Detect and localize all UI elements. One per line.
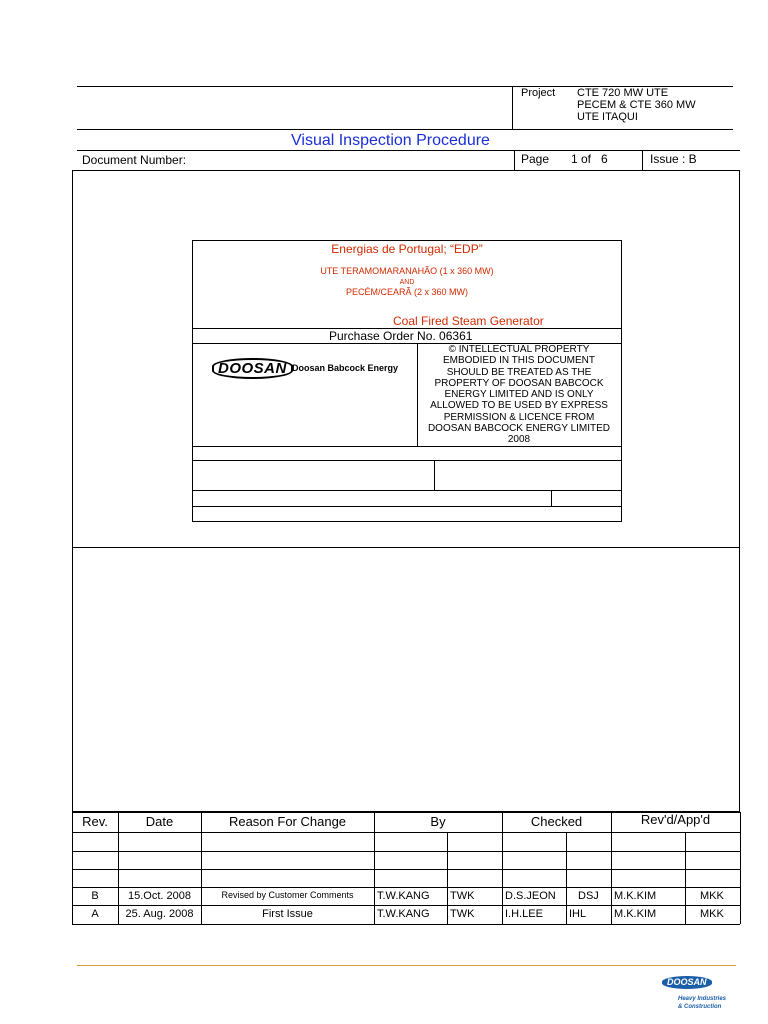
rev-cell: B [91, 890, 99, 902]
page-label: Page [521, 152, 550, 166]
project-line-3: UTE ITAQUI [577, 111, 638, 123]
approved-initials-cell: MKK [700, 890, 724, 902]
col-header-rev: Rev. [82, 814, 108, 829]
intellectual-property-notice [419, 344, 619, 446]
footer-logo-tagline-2: & Construction [678, 1004, 722, 1010]
approved-initials-cell: MKK [700, 908, 724, 920]
by-initials-cell: TWK [450, 890, 475, 902]
ip-line: ENERGY LIMITED AND IS ONLY [444, 389, 594, 401]
footer-logo-tagline-1: Heavy Industries [678, 996, 727, 1002]
col-header-by: By [430, 814, 446, 829]
by-cell: T.W.KANG [377, 908, 430, 920]
subject: Coal Fired Steam Generator [393, 314, 544, 328]
project-line-1: CTE 720 MW UTE [577, 87, 669, 99]
checked-initials-cell: DSJ [578, 890, 599, 902]
doosan-logo-word: DOOSAN [212, 358, 293, 379]
footer-rule [77, 965, 736, 966]
col-header-checked: Checked [530, 814, 583, 829]
site-and: AND [399, 279, 415, 286]
col-header-date: Date [145, 814, 174, 829]
site-1: UTE TERAMOMARANAHÃO (1 x 360 MW) [320, 266, 494, 276]
ip-line: EMBODIED IN THIS DOCUMENT [442, 355, 596, 367]
client-name: Energias de Portugal; “EDP” [331, 242, 483, 256]
reason-cell: Revised by Customer Comments [221, 890, 354, 900]
project-label: Project [521, 87, 556, 99]
document-number-label: Document Number: [82, 153, 187, 167]
approved-cell: M.K.KIM [614, 890, 657, 902]
document-title: Visual Inspection Procedure [291, 132, 490, 149]
ip-line: 2008 [507, 434, 531, 446]
reason-cell: First Issue [262, 908, 313, 920]
ip-line: © INTELLECTUAL PROPERTY [448, 344, 590, 355]
doosan-babcock-logo [212, 352, 402, 382]
ip-line: DOOSAN BABCOCK ENERGY LIMITED [427, 423, 611, 435]
ip-line: PROPERTY OF DOOSAN BABCOCK [434, 377, 604, 389]
frame-divider [72, 547, 740, 548]
footer-logo-badge: DOOSAN [662, 976, 712, 989]
page-value: 1 of 6 [571, 152, 608, 166]
by-initials-cell: TWK [450, 908, 475, 920]
checked-initials-cell: IHL [569, 908, 587, 920]
date-cell: 15.Oct. 2008 [128, 890, 191, 902]
checked-cell: D.S.JEON [505, 890, 556, 902]
checked-cell: I.H.LEE [505, 908, 543, 920]
ip-line: PERMISSION & LICENCE FROM [443, 411, 595, 423]
date-cell: 25. Aug. 2008 [125, 908, 194, 920]
ip-line: ALLOWED TO BE USED BY EXPRESS [430, 400, 608, 412]
project-line-2: PECEM & CTE 360 MW [577, 99, 696, 111]
by-cell: T.W.KANG [377, 890, 430, 902]
site-2: PECÉM/CEARÃ (2 x 360 MW) [345, 287, 469, 297]
ip-line: SHOULD BE TREATED AS THE [446, 366, 592, 378]
col-header-approved: Rev'd/App'd [640, 812, 711, 827]
footer-logo [660, 974, 736, 1014]
approved-cell: M.K.KIM [614, 908, 657, 920]
col-header-reason: Reason For Change [228, 814, 347, 829]
purchase-order: Purchase Order No. 06361 [329, 329, 473, 343]
issue-label: Issue : B [650, 152, 697, 166]
doosan-logo-company: Doosan Babcock Energy [292, 363, 399, 373]
rev-cell: A [91, 908, 99, 920]
